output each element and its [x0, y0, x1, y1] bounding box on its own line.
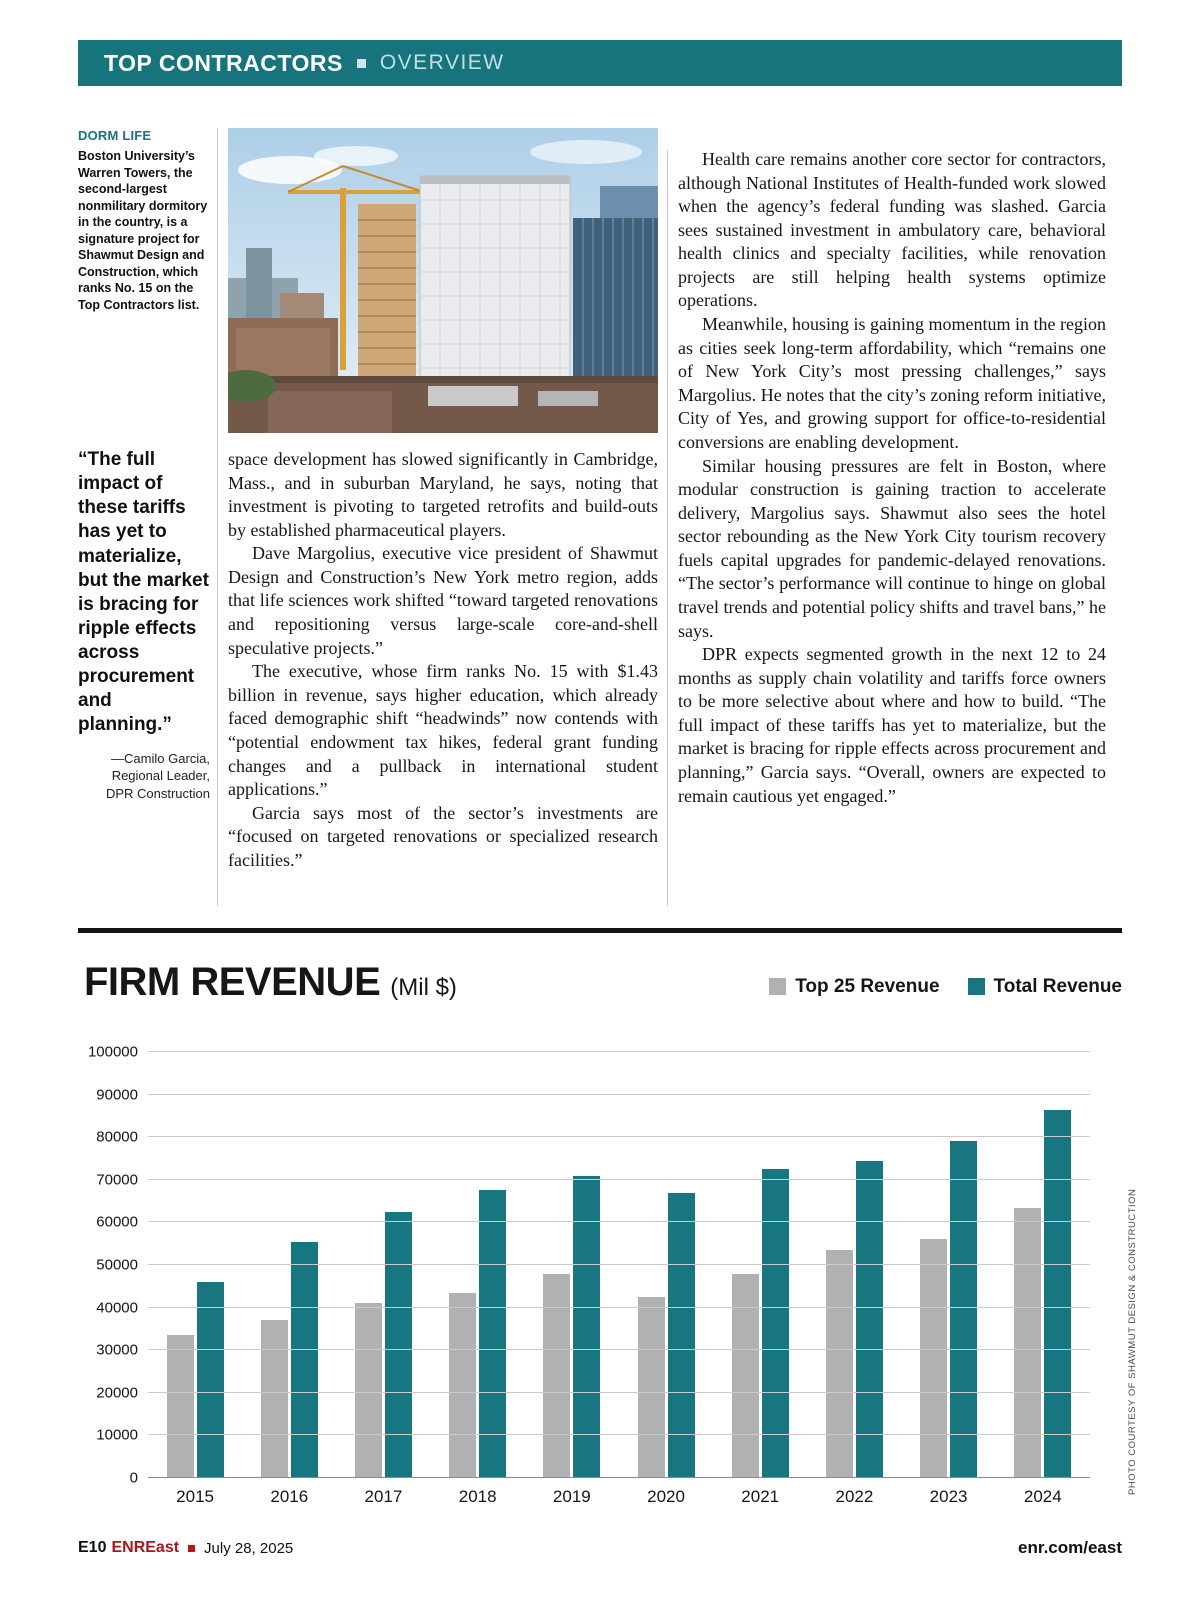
photo-caption [78, 128, 208, 313]
chart-legend [769, 976, 1122, 998]
bar-group-2019 [543, 1052, 600, 1478]
y-axis-labels [58, 1043, 138, 1487]
bar-group-2022 [826, 1052, 883, 1478]
section-title: TOP CONTRACTORS [104, 49, 343, 76]
caption-title: DORM LIFE [78, 128, 152, 143]
pull-quote-text: “The full impact of these tariffs has yet to materialize, but the market is bracing for ripple effects across procurement and planning.” [78, 449, 209, 736]
bar-top-25-revenue-2015 [167, 1335, 194, 1478]
section-subtitle: OVERVIEW [379, 51, 505, 74]
y-tick-label: 40000 [96, 1299, 138, 1317]
y-tick-label: 0 [129, 1469, 138, 1487]
legend-label: Total Revenue [993, 975, 1122, 997]
x-tick-label: 2022 [835, 1487, 874, 1506]
issue-date: July 28, 2025 [204, 1539, 294, 1557]
bar-total-revenue-2022 [856, 1161, 883, 1478]
section-header-bar [78, 40, 1122, 86]
section-divider-rule [78, 928, 1122, 933]
article-column-middle [228, 448, 658, 872]
chart-title: FIRM REVENUE [84, 960, 381, 1004]
photo-credit: PHOTO COURTESY OF SHAWMUT DESIGN & CONSTRUCTION [1127, 1188, 1138, 1495]
y-tick-label: 20000 [96, 1384, 138, 1402]
bar-top-25-revenue-2017 [355, 1303, 382, 1478]
bar-total-revenue-2023 [950, 1141, 977, 1478]
building-illustration [228, 128, 658, 433]
page-number: E10 [78, 1539, 107, 1556]
gridline [148, 1094, 1090, 1095]
chart-unit-label: (Mil $) [390, 974, 457, 1001]
article-paragraph: Dave Margolius, executive vice president of Shawmut Design and Construction’s New York metro region, adds that life sciences work shifted “toward targeted renovations and repositioning versus large-scale core-and-shell speculative projects.” [228, 543, 658, 658]
article-paragraph: Similar housing pressures are felt in Boston, where modular construction is gaining traction to accelerate delivery, Margolius says. Shawmut also sees the hotel sector rebounding as the New York City tourism recovery fuels capital upgrades for pandemic-delayed renovations. “The sector’s performance will continue to hinge on global travel trends and potential policy shifts and travel bans,” he says. [678, 455, 1106, 641]
bar-top-25-revenue-2023 [920, 1239, 947, 1478]
bar-group-2023 [920, 1052, 977, 1478]
article-paragraph: Health care remains another core sector for contractors, although National Institutes of Health-funded work slowed when the agency’s federal funding was slashed. Garcia sees sustained investment in ambulatory care, behavioral health clinics and specialty facilities, while renovation projects are still helping health systems optimize operations. [678, 149, 1106, 311]
bar-top-25-revenue-2019 [543, 1274, 570, 1478]
x-tick-label: 2021 [741, 1487, 780, 1506]
bar-group-2020 [638, 1052, 695, 1478]
article-paragraph: The executive, whose firm ranks No. 15 with $1.43 billion in revenue, says higher education, which already faced demographic shift “headwinds” now contends with “potential endowment tax hikes, federal grant funding changes and a pullback in international student applications.” [228, 661, 658, 800]
bar-total-revenue-2017 [385, 1212, 412, 1478]
gridline [148, 1136, 1090, 1137]
bar-group-2016 [261, 1052, 318, 1478]
column-rule [667, 150, 668, 906]
column-rule [217, 128, 218, 906]
bar-top-25-revenue-2018 [449, 1293, 476, 1478]
x-tick-label: 2019 [552, 1487, 591, 1506]
page-footer [78, 1538, 1122, 1558]
bar-top-25-revenue-2020 [638, 1297, 665, 1478]
warren-towers-photo [228, 128, 658, 433]
gridline [148, 1307, 1090, 1308]
x-tick-label: 2023 [929, 1487, 968, 1506]
article-paragraph: DPR expects segmented growth in the next 12 to 24 months as supply chain volatility and tariffs force owners to be more selective about where and how to build. “The full impact of these tariffs has yet to materialize, but the market is bracing for ripple effects across procurement and planning,” Garcia says. “Overall, owners are expected to remain cautious yet engaged.” [678, 644, 1106, 806]
bar-top-25-revenue-2022 [826, 1250, 853, 1478]
x-tick-label: 2015 [176, 1487, 214, 1506]
attribution-line: —Camilo Garcia, [111, 750, 210, 766]
legend-label: Top 25 Revenue [795, 975, 940, 997]
x-tick-label: 2024 [1023, 1487, 1062, 1506]
legend-item [968, 976, 1122, 998]
bar-group-2024 [1014, 1052, 1071, 1478]
y-tick-label: 90000 [96, 1086, 138, 1104]
bar-group-2018 [449, 1052, 506, 1478]
gridline [148, 1392, 1090, 1393]
x-tick-label: 2016 [270, 1487, 309, 1506]
gridline [148, 1051, 1090, 1052]
chart-header [84, 960, 1122, 1005]
gridline [148, 1179, 1090, 1180]
bar-groups [148, 1052, 1090, 1478]
y-tick-label: 60000 [96, 1213, 138, 1231]
y-tick-label: 70000 [96, 1171, 138, 1189]
y-tick-label: 10000 [96, 1426, 138, 1444]
bar-total-revenue-2021 [762, 1169, 789, 1478]
article-paragraph: space development has slowed significantly in Cambridge, Mass., and in suburban Maryland, he says, noting that investment is pivoting to targeted retrofits and build-outs by established pharmaceutical players. [228, 449, 658, 540]
bar-total-revenue-2024 [1044, 1110, 1071, 1478]
gridline [148, 1434, 1090, 1435]
x-tick-label: 2017 [364, 1487, 403, 1506]
square-bullet-icon [357, 59, 366, 68]
bar-top-25-revenue-2024 [1014, 1208, 1041, 1479]
gridline [148, 1221, 1090, 1222]
y-tick-label: 50000 [96, 1256, 138, 1274]
bar-group-2017 [355, 1052, 412, 1478]
square-bullet-icon [188, 1545, 195, 1552]
bar-total-revenue-2015 [197, 1282, 224, 1478]
legend-item [769, 976, 939, 998]
bar-chart-plot [148, 1052, 1090, 1478]
x-axis-labels [148, 1487, 1090, 1507]
pull-quote-attribution [78, 750, 210, 803]
x-tick-label: 2020 [647, 1487, 685, 1506]
x-tick-label: 2018 [458, 1487, 497, 1506]
y-tick-label: 100000 [87, 1043, 138, 1061]
gridline [148, 1264, 1090, 1265]
caption-body: Boston University’s Warren Towers, the second-largest nonmilitary dormitory in the country, is a signature project for Shawmut Design and Construction, which ranks No. 15 on the Top Contractors list. [78, 149, 208, 312]
article-column-right [678, 148, 1106, 808]
bar-top-25-revenue-2016 [261, 1320, 288, 1478]
attribution-line: DPR Construction [105, 785, 210, 801]
publication-name: ENREast [111, 1539, 180, 1556]
bar-group-2021 [732, 1052, 789, 1478]
legend-swatch-icon [968, 978, 985, 995]
bar-top-25-revenue-2021 [732, 1274, 759, 1478]
y-tick-label: 80000 [96, 1128, 138, 1146]
gridline [148, 1477, 1090, 1478]
pull-quote [78, 448, 210, 802]
gridline [148, 1349, 1090, 1350]
article-paragraph: Meanwhile, housing is gaining momentum in the region as cities seek long-term affordability, which “remains one of New York City’s most pressing challenges,” says Margolius. He notes that the city’s zoning reform initiative, City of Yes, and growing support for office-to-residential conversions are enabling development. [678, 314, 1106, 452]
attribution-line: Regional Leader, [111, 768, 210, 784]
y-tick-label: 30000 [96, 1341, 138, 1359]
bar-group-2015 [167, 1052, 224, 1478]
bar-total-revenue-2016 [291, 1242, 318, 1478]
article-paragraph: Garcia says most of the sector’s investments are “focused on targeted renovations or specialized research facilities.” [228, 802, 658, 870]
website-url: enr.com/east [1018, 1538, 1122, 1557]
legend-swatch-icon [769, 978, 786, 995]
